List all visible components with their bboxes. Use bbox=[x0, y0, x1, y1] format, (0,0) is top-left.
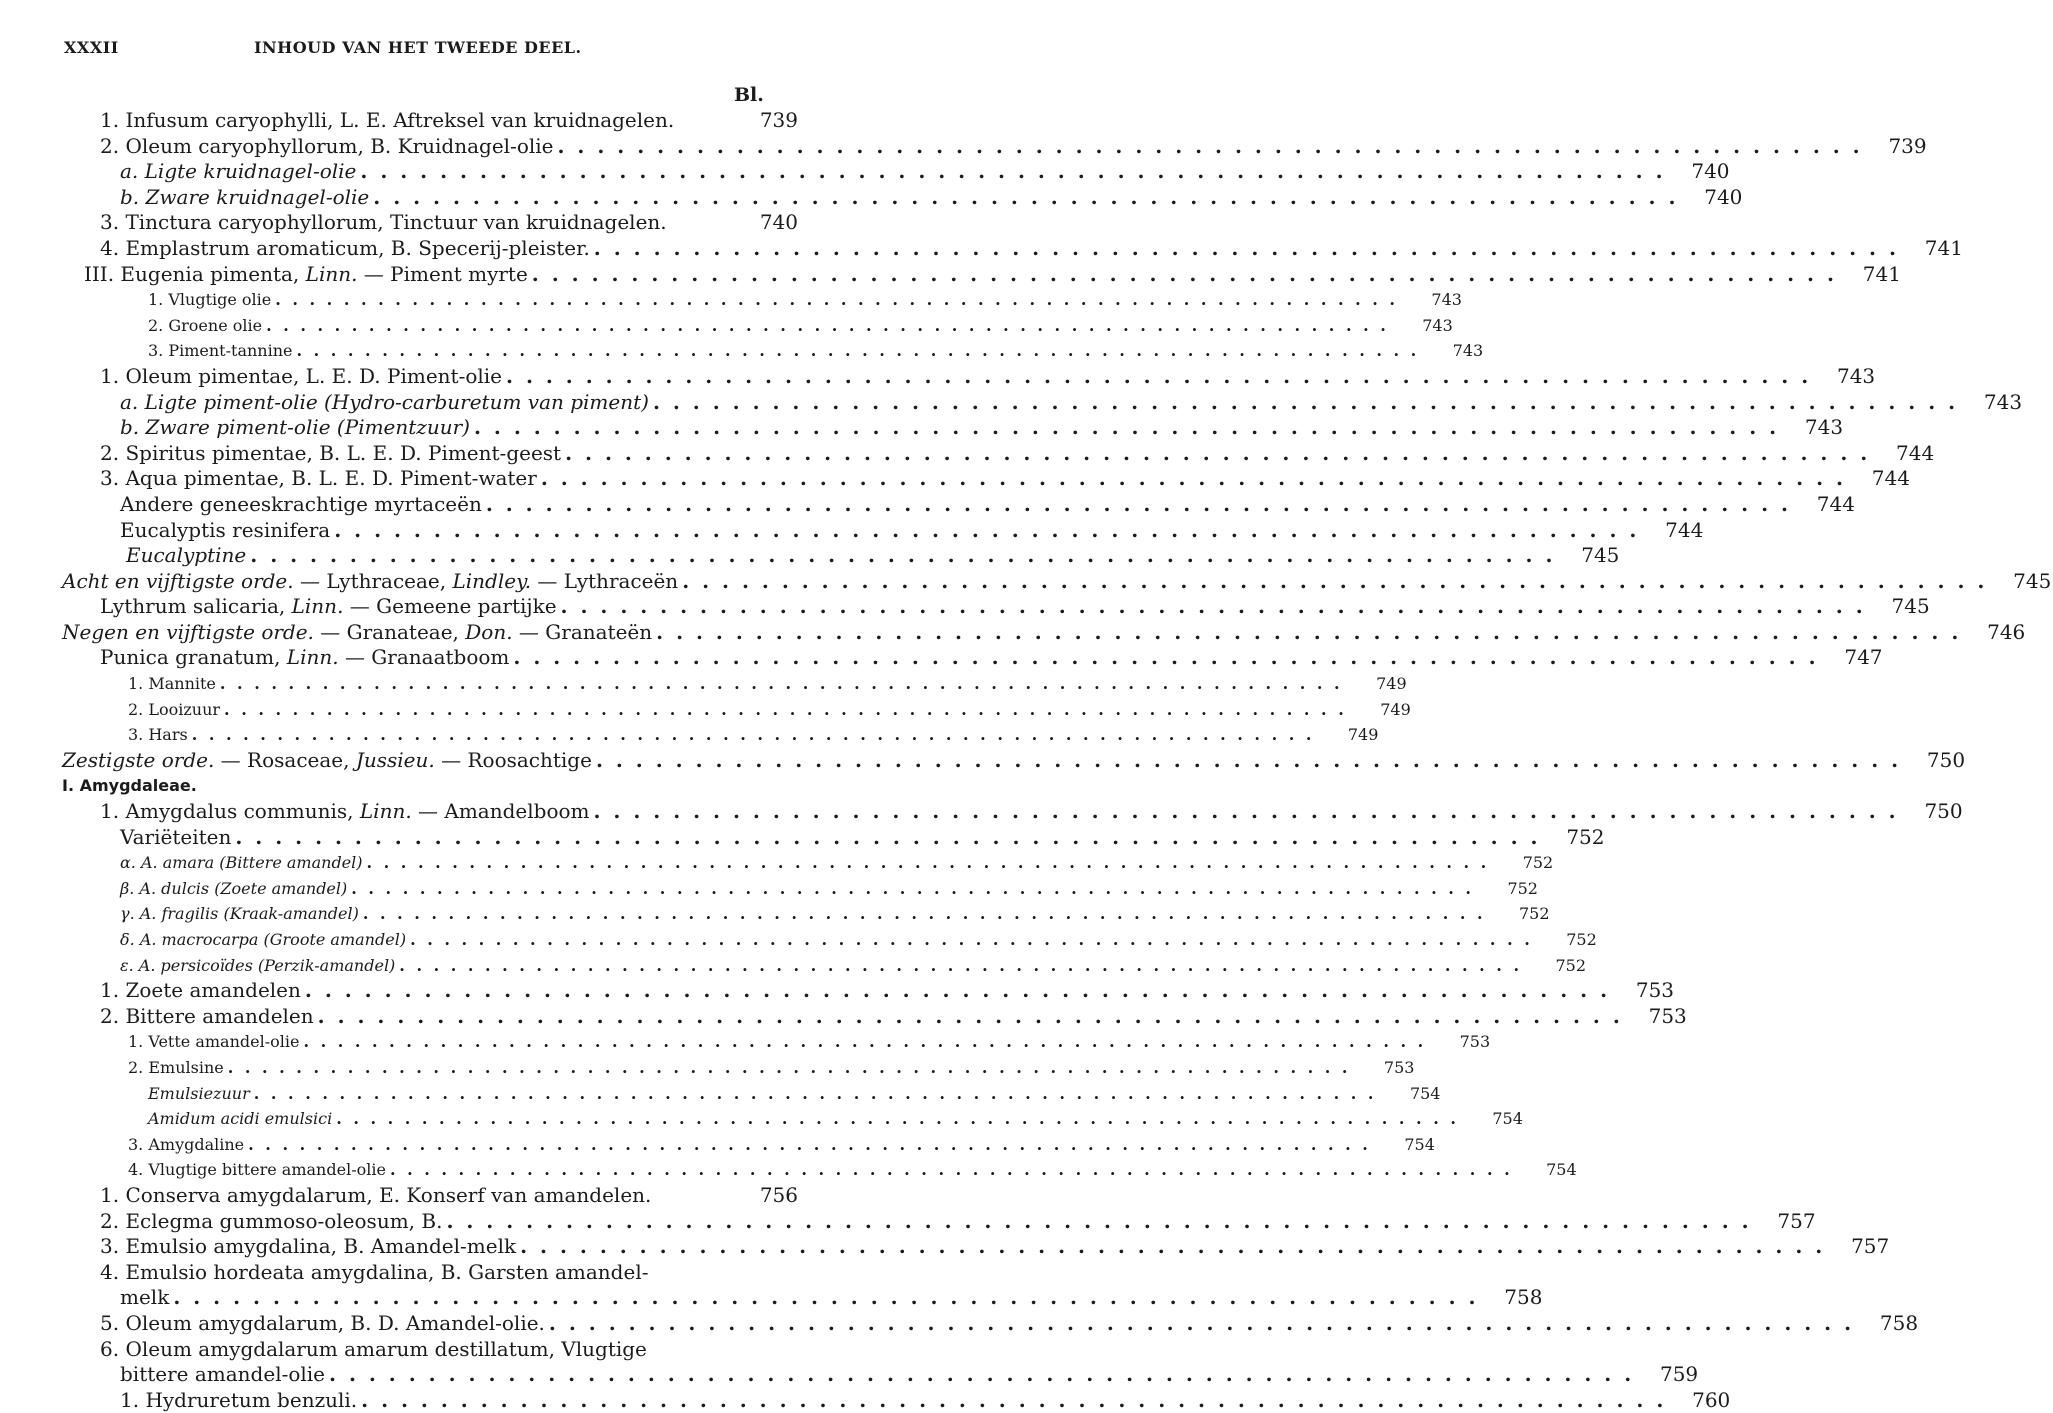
toc-entry-text bbox=[120, 185, 369, 211]
toc-entry bbox=[0, 1157, 1577, 1183]
toc-page-number: 760 bbox=[1692, 1387, 1731, 1412]
toc-entry-fragment: Eucalyptis resinifera bbox=[120, 517, 331, 542]
toc-entry-text bbox=[100, 210, 734, 236]
toc-entry-fragment: b. bbox=[120, 415, 146, 440]
toc-entry-text bbox=[120, 390, 649, 416]
toc-page-number: 750 bbox=[1926, 747, 1966, 772]
toc-entry-text bbox=[120, 159, 356, 185]
leader-dots bbox=[537, 466, 1846, 492]
toc-page-number: 739 bbox=[759, 108, 798, 132]
toc-entry-text bbox=[128, 1132, 244, 1158]
toc-entry-fragment: 5. Oleum amygdalarum, B. D. Amandel-olie. bbox=[100, 1310, 545, 1335]
toc-entry bbox=[0, 1260, 800, 1286]
toc-entry bbox=[0, 773, 800, 799]
toc-entry-text bbox=[128, 671, 216, 697]
toc-page-number: 753 bbox=[1383, 1057, 1415, 1077]
toc-entry-fragment: 1. Oleum pimentae, L. E. D. Piment-olie bbox=[100, 363, 503, 388]
toc-entry-text bbox=[62, 773, 734, 799]
toc-entry-text bbox=[100, 1337, 734, 1363]
leader-dots bbox=[386, 1157, 1513, 1183]
leader-dots bbox=[216, 671, 1343, 697]
toc-entry-fragment: 2. Bittere amandelen bbox=[100, 1003, 314, 1028]
toc-entry-fragment: 2. Looizuur bbox=[128, 699, 221, 719]
toc-entry bbox=[0, 313, 1453, 339]
leader-dots bbox=[231, 825, 1540, 851]
toc-entry-text bbox=[148, 1081, 250, 1107]
leader-dots bbox=[545, 1311, 1854, 1337]
toc-page-number: 739 bbox=[1888, 133, 1927, 158]
toc-entry-fragment: Don. bbox=[465, 619, 513, 644]
leader-dots bbox=[292, 338, 1419, 364]
toc-entry-text bbox=[120, 901, 359, 927]
toc-entry bbox=[0, 184, 1743, 211]
toc-page-number: 752 bbox=[1555, 955, 1587, 975]
leader-dots bbox=[188, 722, 1315, 748]
toc-entry-fragment: Linn. bbox=[359, 799, 412, 824]
toc-entry bbox=[0, 671, 1407, 697]
leader-dots bbox=[330, 518, 1639, 544]
toc-entry bbox=[0, 722, 1379, 748]
toc-entry-text bbox=[148, 287, 271, 313]
toc-entry bbox=[0, 415, 1844, 441]
leader-dots bbox=[649, 390, 1958, 416]
toc-page-number: 749 bbox=[1376, 674, 1407, 694]
leader-dots bbox=[406, 927, 1533, 953]
toc-entry-text bbox=[128, 1029, 299, 1055]
toc-entry bbox=[0, 261, 1901, 288]
toc-entry bbox=[0, 953, 1587, 979]
toc-page-number: 749 bbox=[1380, 699, 1411, 719]
toc-entry-text bbox=[148, 313, 262, 339]
toc-entry-fragment: δ. bbox=[120, 930, 140, 949]
toc-entry-fragment: Jussieu. bbox=[355, 747, 435, 772]
leader-dots bbox=[678, 569, 1987, 595]
leader-dots bbox=[314, 1004, 1623, 1030]
toc-entry-fragment: 3. Piment-tannine bbox=[148, 341, 293, 361]
toc-page-number: 752 bbox=[1566, 930, 1597, 949]
toc-entry-fragment: bittere amandel-olie bbox=[120, 1362, 326, 1387]
toc-entry-fragment: β. bbox=[120, 878, 140, 898]
leader-dots bbox=[557, 594, 1866, 620]
leader-dots bbox=[357, 1388, 1666, 1413]
toc-entry-text bbox=[126, 543, 246, 569]
toc-entry-fragment: 1. Vlugtige olie bbox=[148, 290, 272, 310]
toc-entry-fragment: Zware piment-olie (Pimentzuur) bbox=[145, 415, 470, 440]
toc-entry-text bbox=[100, 799, 590, 825]
toc-entry-fragment: Linn. bbox=[291, 594, 344, 619]
toc-entry-fragment: 1. Amygdalus communis, bbox=[100, 799, 360, 824]
toc-entry-fragment: Ligte kruidnagel-olie bbox=[144, 159, 357, 184]
toc-entry bbox=[0, 1183, 800, 1209]
toc-entry bbox=[0, 159, 1730, 185]
toc-entry-fragment: Ligte piment-olie (Hydro-carburetum van piment) bbox=[144, 389, 649, 414]
leader-dots bbox=[516, 1234, 1825, 1260]
toc-entry-fragment: a. bbox=[120, 159, 145, 184]
page-column-heading: Bl. bbox=[734, 84, 764, 106]
toc-entry-text bbox=[120, 850, 363, 876]
toc-entry bbox=[0, 363, 1876, 390]
toc-entry-text bbox=[62, 620, 652, 646]
toc-page-number: 741 bbox=[1862, 261, 1901, 286]
toc-entry-fragment: A. amara (Bittere amandel) bbox=[140, 853, 363, 873]
toc-entry-text bbox=[120, 876, 347, 902]
toc-entry-text bbox=[128, 697, 220, 723]
leader-dots bbox=[359, 901, 1486, 927]
leader-dots bbox=[262, 313, 1389, 339]
toc-entry-fragment: 2. Emulsine bbox=[128, 1057, 224, 1077]
toc-entry bbox=[0, 568, 2052, 595]
toc-entry bbox=[0, 594, 1930, 620]
toc-page-number: 747 bbox=[1844, 645, 1883, 670]
leader-dots bbox=[325, 1362, 1634, 1388]
toc-entry-fragment: melk bbox=[120, 1285, 170, 1310]
toc-entry-fragment: 3. Aqua pimentae, B. L. E. D. Piment-water bbox=[100, 466, 537, 491]
toc-entry-text bbox=[120, 825, 231, 851]
toc-entry-fragment: — Rosaceae, bbox=[214, 747, 356, 772]
toc-entry bbox=[0, 235, 1963, 262]
toc-entry-text bbox=[100, 978, 301, 1004]
running-header bbox=[64, 38, 736, 62]
toc-page-number: 744 bbox=[1871, 466, 1910, 491]
leader-dots bbox=[590, 236, 1899, 262]
toc-entry-text bbox=[100, 645, 509, 671]
toc-page-number: 743 bbox=[1431, 290, 1462, 310]
toc-page-number: 754 bbox=[1492, 1109, 1523, 1129]
toc-entry-fragment: 1. Infusum caryophylli, L. E. Aftreksel van kruidnagelen. bbox=[100, 108, 675, 132]
toc-entry-text bbox=[100, 1260, 734, 1286]
toc-entry-fragment: III. Eugenia pimenta, bbox=[84, 261, 306, 286]
leader-dots bbox=[502, 364, 1811, 390]
toc-page-number: 746 bbox=[1987, 619, 2026, 644]
toc-entry-fragment: a. bbox=[120, 389, 145, 414]
toc-entry bbox=[0, 978, 1675, 1004]
toc-page-number: 752 bbox=[1566, 824, 1605, 849]
toc-page-number: 741 bbox=[1924, 235, 1963, 260]
toc-entry-fragment: 1. Vette amandel-olie bbox=[128, 1032, 300, 1052]
toc-entry-fragment: — Lythraceae, bbox=[293, 568, 453, 593]
toc-entry-fragment: Variëteiten bbox=[120, 824, 232, 849]
toc-entry-fragment: — Granateae, bbox=[313, 619, 466, 644]
toc-entry bbox=[0, 287, 1462, 313]
leader-dots bbox=[246, 543, 1555, 569]
toc-entry bbox=[0, 1362, 1699, 1388]
leader-dots bbox=[299, 1029, 1426, 1055]
toc-entry bbox=[0, 927, 1597, 953]
toc-page-number: 758 bbox=[1504, 1285, 1543, 1310]
leader-dots bbox=[590, 799, 1899, 825]
leader-dots bbox=[220, 697, 1347, 723]
header-title: INHOUD VAN HET TWEEDE DEEL. bbox=[254, 38, 582, 57]
toc-entry-text bbox=[128, 1157, 386, 1183]
toc-entry-fragment: α. bbox=[120, 853, 141, 873]
toc-entry-fragment: 1. Conserva amygdalarum, E. Konserf van amandelen. bbox=[100, 1182, 652, 1207]
leader-dots bbox=[224, 1055, 1351, 1081]
toc-entry-text bbox=[100, 1183, 734, 1209]
toc-entry-fragment: Zestigste orde. bbox=[62, 747, 215, 772]
toc-entry-fragment: A. macrocarpa (Groote amandel) bbox=[139, 930, 407, 949]
toc-entry-fragment: 3. Amygdaline bbox=[128, 1134, 245, 1154]
toc-entry-fragment: Punica granatum, bbox=[100, 645, 287, 670]
toc-entry-fragment: Eucalyptine bbox=[126, 543, 247, 568]
toc-page-number: 740 bbox=[1704, 184, 1743, 209]
toc-entry-text bbox=[62, 748, 592, 774]
toc-entry bbox=[0, 440, 1935, 467]
toc-entry-text bbox=[100, 1234, 516, 1260]
toc-entry bbox=[0, 697, 1411, 723]
page-number: XXXII bbox=[64, 38, 119, 57]
toc-entry-fragment: — Granaatboom bbox=[338, 645, 510, 670]
toc-entry-fragment: Emulsiezuur bbox=[148, 1083, 250, 1103]
leader-dots bbox=[652, 620, 1961, 646]
leader-dots bbox=[554, 134, 1863, 160]
toc-entry-fragment: 1. Hydruretum benzuli. bbox=[120, 1387, 358, 1412]
leader-dots bbox=[509, 645, 1818, 671]
leader-dots bbox=[395, 953, 1522, 979]
toc-entry bbox=[0, 133, 1927, 160]
toc-entry-text bbox=[100, 441, 561, 467]
toc-page-number: 753 bbox=[1635, 978, 1675, 1003]
toc-entry-fragment: 2. Eclegma gummoso-oleosum, B. bbox=[100, 1208, 443, 1233]
toc-entry bbox=[0, 543, 1620, 569]
toc-entry-fragment: 4. Emplastrum aromaticum, B. Specerij-pleister. bbox=[100, 235, 590, 260]
toc-entry-text bbox=[100, 1311, 545, 1337]
toc-page-number: 740 bbox=[759, 210, 798, 235]
toc-entry-fragment: 1. Mannite bbox=[128, 674, 216, 694]
leader-dots bbox=[561, 441, 1870, 467]
toc-entry-fragment: — Gemeene partijke bbox=[343, 594, 557, 619]
leader-dots bbox=[592, 748, 1901, 774]
toc-page-number: 750 bbox=[1924, 799, 1963, 824]
toc-entry-text bbox=[148, 338, 292, 364]
toc-entry-fragment: b. bbox=[120, 184, 146, 209]
toc-page-number: 745 bbox=[1891, 594, 1930, 619]
leader-dots bbox=[356, 159, 1665, 185]
toc-page-number: 744 bbox=[1665, 517, 1704, 542]
toc-page-number: 752 bbox=[1507, 878, 1538, 898]
toc-page-number: 745 bbox=[1581, 543, 1620, 568]
toc-page-number: 743 bbox=[1983, 389, 2023, 414]
toc-page-number: 745 bbox=[2013, 568, 2052, 593]
toc-entry-text bbox=[120, 1362, 325, 1388]
leader-dots bbox=[301, 978, 1610, 1004]
leader-dots bbox=[482, 492, 1791, 518]
toc-entry bbox=[0, 1208, 1816, 1235]
toc-page-number: 740 bbox=[1691, 159, 1730, 184]
leader-dots bbox=[369, 185, 1678, 211]
toc-entry-text bbox=[128, 722, 188, 748]
toc-entry bbox=[0, 1003, 1687, 1030]
toc-page-number: 743 bbox=[1836, 363, 1876, 388]
toc-entry-fragment: I. Amygdaleae. bbox=[62, 776, 197, 796]
leader-dots bbox=[271, 287, 1398, 313]
toc-entry-fragment: 4. Emulsio hordeata amygdalina, B. Garsten amandel- bbox=[100, 1259, 649, 1284]
toc-entry-fragment: Amidum acidi emulsici bbox=[148, 1109, 333, 1129]
toc-entry-fragment: Negen en vijftigste orde. bbox=[62, 619, 314, 644]
toc-entry-fragment: — Piment myrte bbox=[357, 261, 528, 286]
toc-entry-text bbox=[62, 569, 678, 595]
toc-entry-fragment: 6. Oleum amygdalarum amarum destillatum, Vlugtige bbox=[100, 1336, 647, 1361]
toc-entry-text bbox=[100, 594, 557, 620]
toc-page-number: 758 bbox=[1879, 1310, 1919, 1335]
toc-entry-text bbox=[100, 1004, 314, 1030]
toc-entry bbox=[0, 799, 1963, 825]
toc-entry-fragment: 1. Zoete amandelen bbox=[100, 978, 301, 1003]
toc-entry bbox=[0, 747, 1966, 774]
toc-entry-fragment: 3. Tinctura caryophyllorum, Tinctuur van kruidnagelen. bbox=[100, 210, 667, 235]
toc-entry-text bbox=[120, 953, 395, 979]
toc-page-number: 757 bbox=[1777, 1208, 1816, 1233]
toc-entry-text bbox=[120, 1388, 357, 1413]
toc-entry-text bbox=[100, 364, 502, 390]
toc-entry-fragment: — Amandelboom bbox=[411, 799, 590, 824]
toc-entry-text bbox=[100, 134, 554, 160]
toc-entry bbox=[0, 645, 1883, 671]
toc-page-number: 744 bbox=[1896, 440, 1935, 465]
toc-entry bbox=[0, 850, 1554, 876]
toc-page-number: 752 bbox=[1522, 853, 1554, 873]
leader-dots bbox=[347, 876, 1474, 902]
toc-entry bbox=[0, 1055, 1415, 1081]
toc-entry-text bbox=[100, 108, 734, 134]
toc-page-number: 753 bbox=[1648, 1003, 1687, 1028]
leader-dots bbox=[470, 415, 1779, 441]
toc-entry bbox=[0, 619, 2026, 646]
toc-entry-fragment: Acht en vijftigste orde. bbox=[62, 568, 294, 593]
toc-entry bbox=[0, 1387, 1731, 1413]
toc-entry-text bbox=[120, 927, 406, 953]
toc-entry-fragment: Andere geneeskrachtige myrtaceën bbox=[120, 491, 482, 516]
toc-entry-text bbox=[148, 1106, 332, 1132]
toc-page-number: 753 bbox=[1459, 1032, 1491, 1052]
leader-dots bbox=[244, 1132, 1371, 1158]
toc-entry bbox=[0, 338, 1484, 364]
toc-page-number: 756 bbox=[759, 1182, 798, 1207]
toc-entry bbox=[0, 1285, 1543, 1311]
toc-entry bbox=[0, 1081, 1441, 1107]
toc-entry-fragment: A. fragilis (Kraak-amandel) bbox=[139, 904, 359, 924]
toc-entry-fragment: Lythrum salicaria, bbox=[100, 594, 292, 619]
toc-entry-fragment: — Lythraceën bbox=[531, 568, 679, 593]
toc-entry-fragment: 4. Vlugtige bittere amandel-olie bbox=[128, 1160, 386, 1180]
toc-entry-text bbox=[100, 466, 537, 492]
toc-entry bbox=[0, 108, 800, 134]
toc-entry bbox=[0, 491, 1855, 518]
leader-dots bbox=[528, 262, 1837, 288]
toc-entry-fragment: 2. Groene olie bbox=[148, 315, 263, 335]
toc-entry-fragment: A. dulcis (Zoete amandel) bbox=[139, 878, 348, 898]
toc-page-number: 754 bbox=[1409, 1083, 1441, 1103]
toc-entry-text bbox=[100, 1209, 442, 1235]
leader-dots bbox=[250, 1081, 1377, 1107]
toc-entry-fragment: 3. Hars bbox=[128, 725, 188, 745]
toc-entry-text bbox=[120, 1285, 169, 1311]
toc-entry bbox=[0, 389, 2023, 416]
toc-entry-fragment: Zware kruidnagel-olie bbox=[145, 184, 370, 209]
toc-entry-text bbox=[84, 262, 528, 288]
toc-page-number: 757 bbox=[1851, 1234, 1890, 1259]
toc-entry-fragment: Lindley. bbox=[452, 568, 532, 593]
toc-page-number: 759 bbox=[1659, 1362, 1699, 1387]
toc-entry-text bbox=[128, 1055, 224, 1081]
toc-entry-text bbox=[100, 236, 590, 262]
toc-entry bbox=[0, 901, 1550, 927]
toc-page-number: 754 bbox=[1404, 1134, 1435, 1154]
toc-entry-text bbox=[120, 415, 470, 441]
leader-dots bbox=[442, 1209, 1751, 1235]
leader-dots bbox=[169, 1285, 1478, 1311]
toc-entry bbox=[0, 824, 1605, 851]
toc-entry-fragment: Linn. bbox=[286, 645, 339, 670]
toc-page-number: 752 bbox=[1519, 904, 1550, 924]
toc-entry-fragment: γ. bbox=[120, 904, 140, 924]
table-of-contents bbox=[0, 108, 2052, 1413]
toc-entry bbox=[0, 1337, 800, 1363]
toc-entry bbox=[0, 210, 800, 236]
leader-dots bbox=[363, 850, 1490, 876]
toc-page-number: 743 bbox=[1422, 315, 1453, 335]
toc-entry-fragment: 2. Spiritus pimentae, B. L. E. D. Piment-geest bbox=[100, 440, 562, 465]
toc-entry-fragment: — Roosachtige bbox=[434, 747, 592, 772]
toc-entry-text bbox=[120, 492, 482, 518]
toc-entry-fragment: 2. Oleum caryophyllorum, B. Kruidnagel-olie bbox=[100, 133, 554, 158]
toc-entry bbox=[0, 1106, 1523, 1132]
leader-dots bbox=[332, 1106, 1459, 1132]
toc-entry bbox=[0, 1234, 1890, 1260]
toc-page-number: 754 bbox=[1546, 1160, 1577, 1180]
toc-page-number: 743 bbox=[1804, 415, 1844, 440]
toc-entry-text bbox=[120, 518, 330, 544]
toc-entry bbox=[0, 1132, 1435, 1158]
toc-page-number: 744 bbox=[1816, 491, 1855, 516]
toc-entry-fragment: Linn. bbox=[305, 261, 358, 286]
toc-entry bbox=[0, 1310, 1919, 1337]
toc-entry bbox=[0, 517, 1704, 544]
toc-entry-fragment: 3. Emulsio amygdalina, B. Amandel-melk bbox=[100, 1234, 517, 1259]
toc-entry bbox=[0, 876, 1538, 902]
toc-entry-fragment: ε. bbox=[120, 955, 139, 975]
toc-page-number: 743 bbox=[1452, 341, 1484, 361]
toc-entry-fragment: — Granateën bbox=[512, 619, 653, 644]
toc-page-number: 749 bbox=[1347, 725, 1379, 745]
toc-entry bbox=[0, 1029, 1491, 1055]
toc-entry bbox=[0, 466, 1910, 492]
toc-entry-fragment: A. persicoïdes (Perzik-amandel) bbox=[138, 955, 396, 975]
